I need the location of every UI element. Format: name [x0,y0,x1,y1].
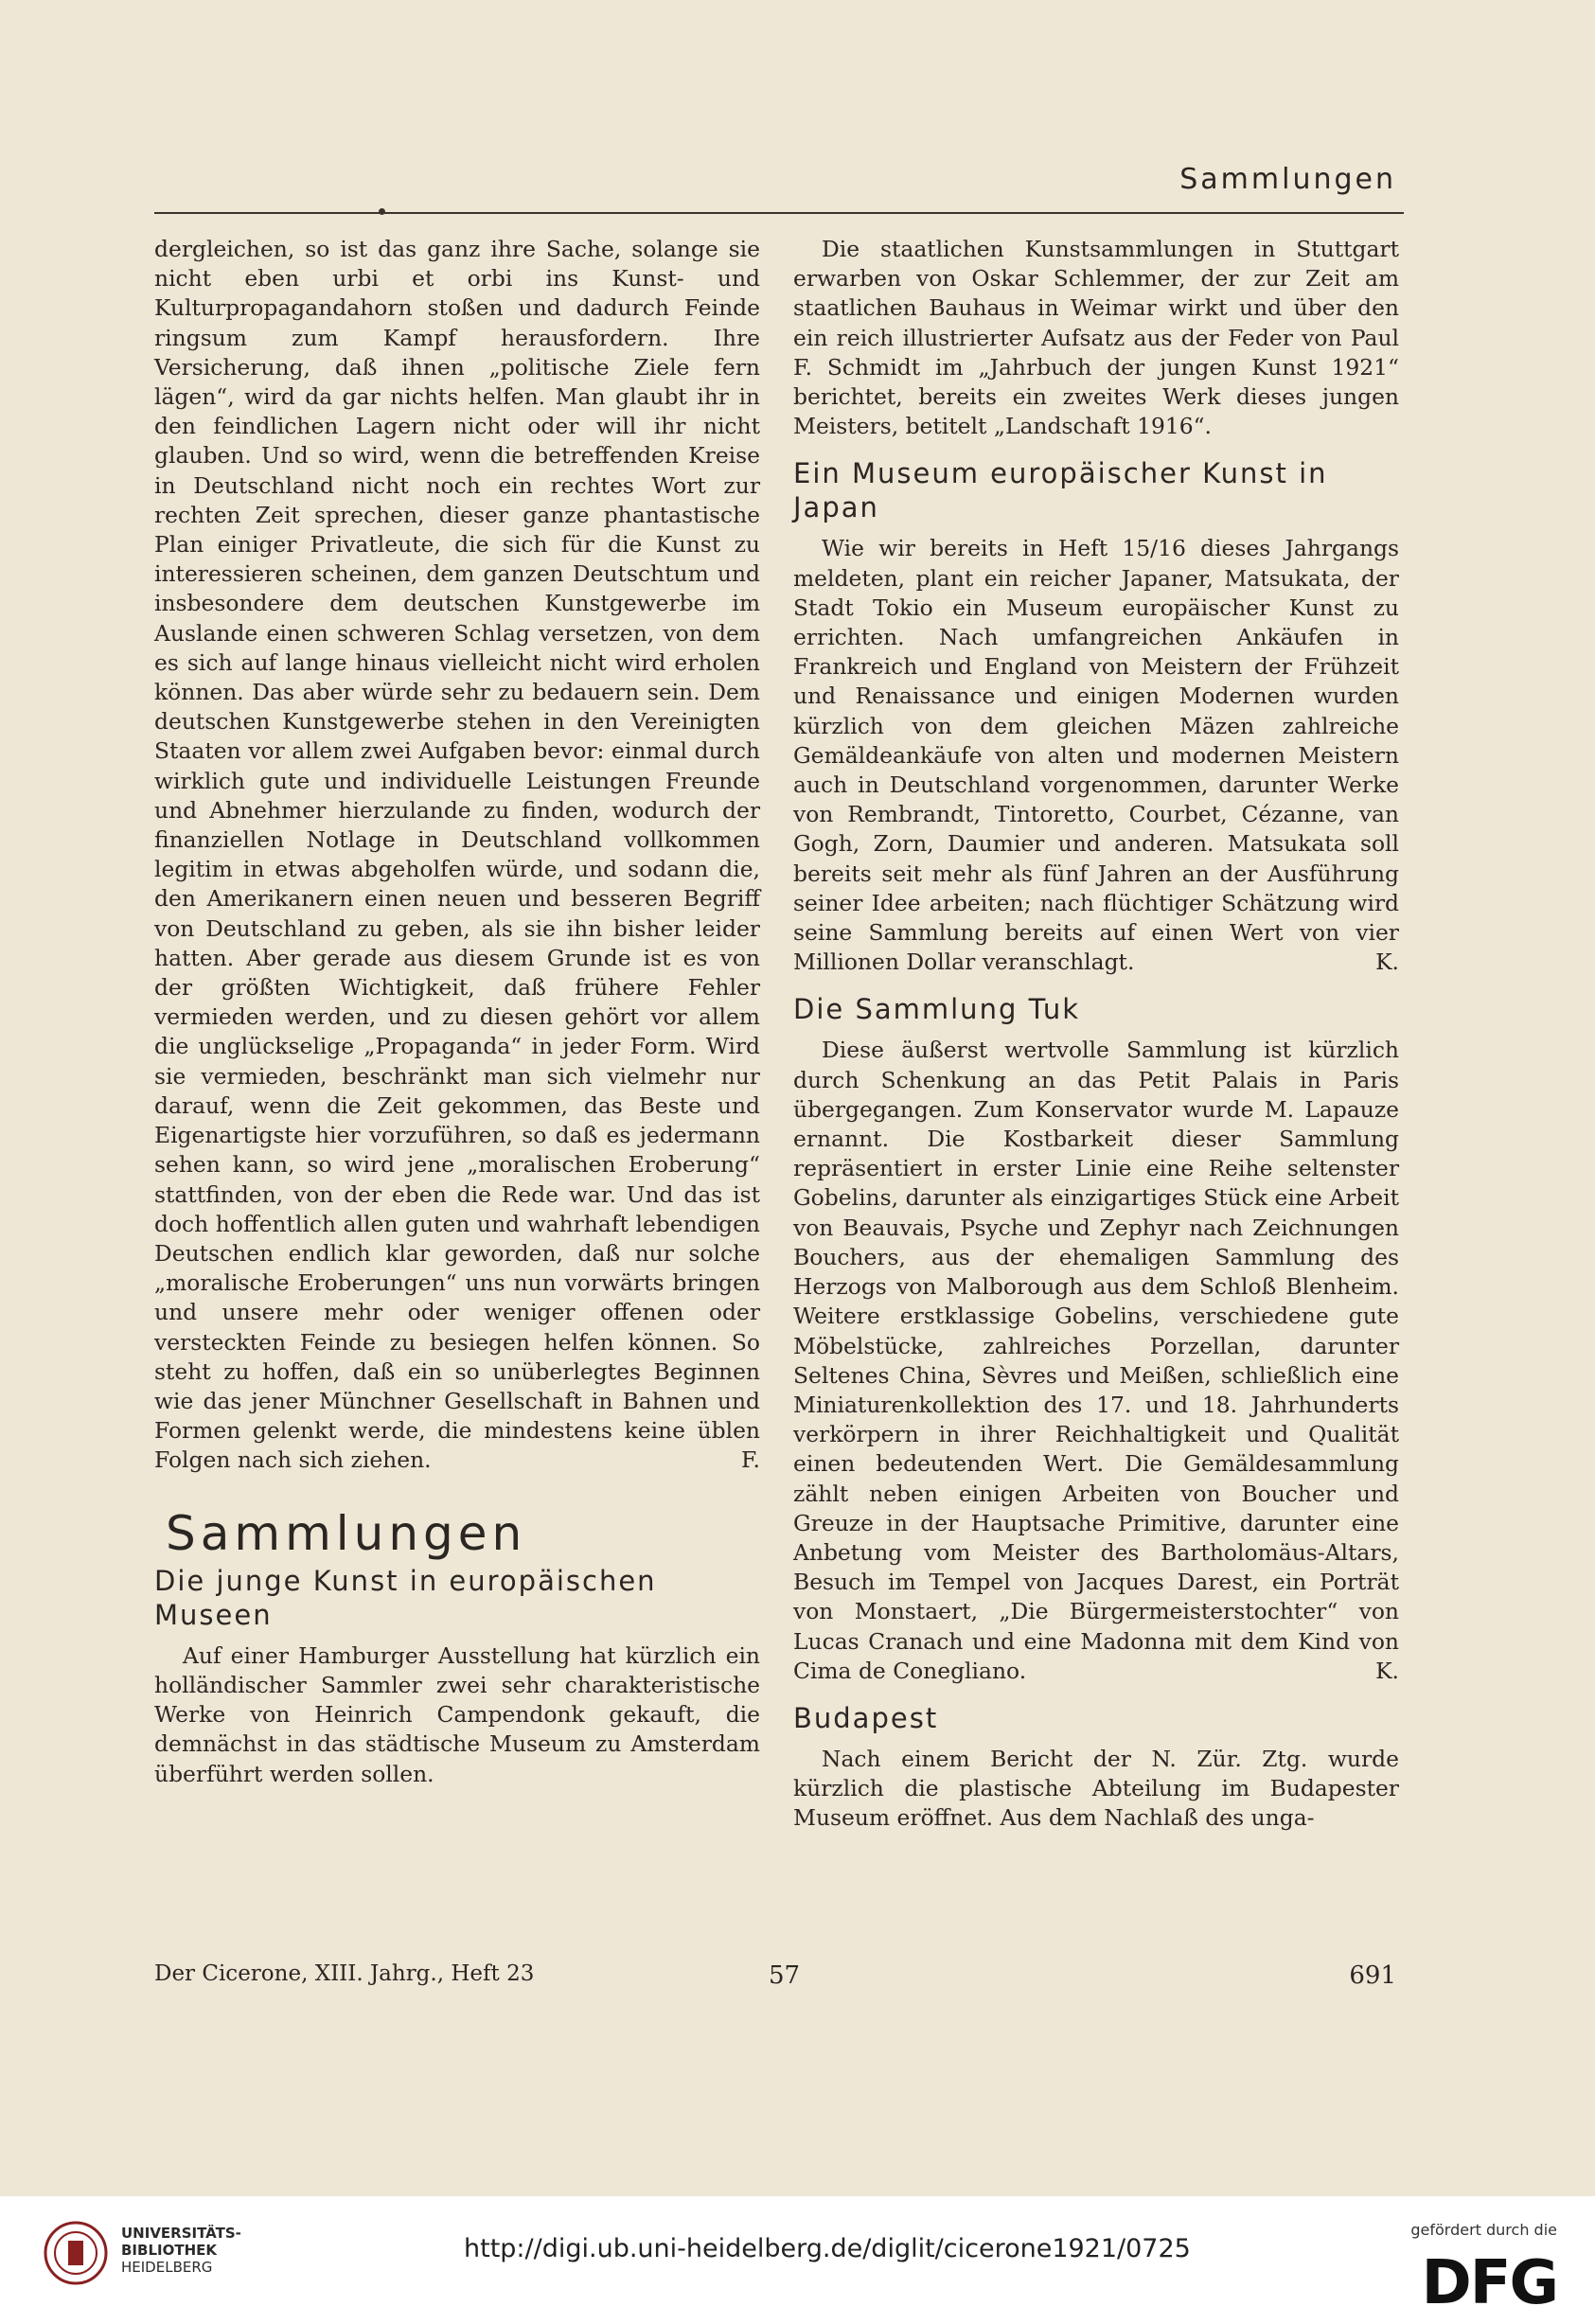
university-seal-icon [43,2220,109,2286]
article-tuk [793,1036,1399,1685]
article-japan [793,534,1399,977]
author-sign: K. [1375,1657,1399,1684]
article-text-junge-kunst: Auf einer Hamburger Ausstellung hat kürzlich ein holländischer Sammler zwei sehr charakteristische Werke von Heinrich Campendonk gekauft, die demnächst in das städtische Museum zu Amsterdam überführt werden sollen. [154,1641,760,1787]
article-continuation [154,235,760,1476]
library-name [121,2225,241,2276]
article-heading-budapest: Budapest [793,1701,939,1734]
library-name-line: HEIDELBERG [121,2259,213,2276]
article-heading-japan: Ein Museum europäischer Kunst in Japan [793,457,1328,524]
library-name-line: UNIVERSITÄTS- [121,2225,241,2242]
section-heading: Sammlungen [166,1505,527,1561]
page-number: 691 [1349,1961,1396,1990]
right-column [793,235,1399,1834]
left-column [154,235,760,1789]
article-heading-junge-kunst: Die junge Kunst in europäischen Museen [154,1564,657,1631]
header-rule-dot [379,208,385,215]
author-sign: K. [1375,949,1399,976]
article-text-tuk: Diese äußerst wertvolle Sammlung ist kürzlich durch Schenkung an das Petit Palais in Paris übergegangen. Zum Konservator wurde M. Lapauze ernannt. Die Kostbarkeit dieser Sammlung repräsentiert in erster Linie eine Reihe seltenster Gobelins, darunter als einzigartiges Stück eine Arbeit von Beauvais, Psyche und Zephyr nach Zeichnungen Bouchers, aus der ehemaligen Sammlung des Herzogs von Malborough aus dem Schloß Blenheim. Weitere erstklassige Gobelins, verschiedene gute Möbelstücke, zahlreiches Porzellan, darunter Seltenes China, Sèvres und Meißen, schließlich eine Miniaturenkollektion des 17. und 18. Jahrhunderts verkörpern in ihrer Reichhaltigkeit und Qualität einen bedeutenden Wert. Die Gemäldesammlung zählt neben einigen Arbeiten von Boucher und Greuze in der Hauptsache Primitive, darunter eine Anbetung vom Meister des Bartholomäus-Altars, Besuch im Tempel von Jacques Darest, ein Porträt von Monstaert, „Die Bürgermeisterstochter“ von Lucas Cranach und eine Madonna mit dem Kind von Cima de Conegliano. [793,1037,1399,1684]
digitization-footer [0,2196,1595,2324]
header-rule [154,212,1404,214]
article-text-stuttgart: Die staatlichen Kunstsammlungen in Stuttgart erwarben von Oskar Schlemmer, der zur Zeit am staatlichen Bauhaus in Weimar wirkt und über den ein reich illustrierter Aufsatz aus der Feder von Paul F. Schmidt im „Jahrbuch der jungen Kunst 1921“ berichtet, bereits ein zweites Werk dieses jungen Meisters, betitelt „Landschaft 1916“. [793,236,1399,440]
library-name-line: BIBLIOTHEK [121,2242,217,2259]
author-sign: F. [740,1446,760,1474]
signature-number: 57 [769,1961,801,1990]
article-text-japan: Wie wir bereits in Heft 15/16 dieses Jahrgangs meldeten, plant ein reicher Japaner, Matsukata, der Stadt Tokio ein Museum europäischer Kunst zu errichten. Nach umfangreichen Ankäufen in Frankreich und England von Meistern der Frühzeit und Renaissance und einigen Modernen wurden kürzlich von dem gleichen Mäzen zahlreiche Gemäldeankäufe von alten und modernen Meistern auch in Deutschland vorgenommen, darunter Werke von Rembrandt, Tintoretto, Courbet, Cézanne, van Gogh, Zorn, Daumier und anderen. Matsukata soll bereits seit mehr als fünf Jahren an der Ausführung seiner Idee arbeiten; nach flüchtiger Schätzung wird seine Sammlung bereits auf einen Wert von vier Millionen Dollar veranschlagt. [793,535,1399,976]
journal-footer-label: Der Cicerone, XIII. Jahrg., Heft 23 [154,1961,535,1986]
article-continuation-text: dergleichen, so ist das ganz ihre Sache, solange sie nicht eben urbi et orbi ins Kunst- und Kulturpropagandahorn stoßen und dadurch Feinde ringsum zum Kampf herausfordern. Ihre Versicherung, daß ihnen „politische Ziele fern lägen“, wird da gar nichts helfen. Man glaubt ihr in den feindlichen Lagern nicht oder will ihr nicht glauben. Und so wird, wenn die betreffenden Kreise in Deutschland nicht noch ein rechtes Wort zur rechten Zeit sprechen, dieser ganze phantastische Plan einiger Privatleute, die sich für die Kunst zu interessieren scheinen, dem ganzen Deutschtum und insbesondere dem deutschen Kunstgewerbe im Auslande einen schweren Schlag versetzen, von dem es sich auf lange hinaus vielleicht nicht wird erholen können. Das aber würde sehr zu bedauern sein. Dem deutschen Kunstgewerbe stehen in den Vereinigten Staaten vor allem zwei Aufgaben bevor: einmal durch wirklich gute und individuelle Leistungen Freunde und Abnehmer hierzulande zu finden, wodurch der finanziellen Notlage in Deutschland vollkommen legitim in etwas abgeholfen würde, und sodann die, den Amerikanern einen neuen und besseren Begriff von Deutschland zu geben, als sie ihn bisher leider hatten. Aber gerade aus diesem Grunde ist es von der größten Wichtigkeit, daß frühere Fehler vermieden werden, und zu diesen gehört vor allem die unglückselige „Propaganda“ in jeder Form. Wird sie vermieden, beschränkt man sich vielmehr nur darauf, wenn die Zeit gekommen, das Beste und Eigenartigste hier vorzuführen, so daß es jedermann sehen kann, so wird jene „moralischen Eroberung“ stattfinden, von der eben die Rede war. Und das ist doch hoffentlich allen guten und wahrhaft lebendigen Deutschen endlich klar geworden, daß nur solche „moralische Eroberungen“ uns nun vorwärts bringen und unsere mehr oder weniger offenen oder versteckten Feinde zu besiegen helfen können. So steht zu hoffen, daß ein so unüberlegtes Beginnen wie das jener Münchner Gesellschaft in Bahnen und Formen gelenkt werde, die mindestens keine üblen Folgen nach sich ziehen. [154,236,760,1474]
article-text-budapest: Nach einem Bericht der N. Zür. Ztg. wurde kürzlich die plastische Abteilung im Budapester Museum eröffnet. Aus dem Nachlaß des unga- [793,1745,1399,1832]
permalink-url[interactable]: http://digi.ub.uni-heidelberg.de/diglit/cicerone1921/0725 [464,2234,1191,2263]
running-head: Sammlungen [1179,163,1396,196]
dfg-logo: DFG [1421,2248,1557,2318]
funding-label: gefördert durch die [1410,2221,1557,2239]
article-heading-tuk: Die Sammlung Tuk [793,993,1081,1026]
